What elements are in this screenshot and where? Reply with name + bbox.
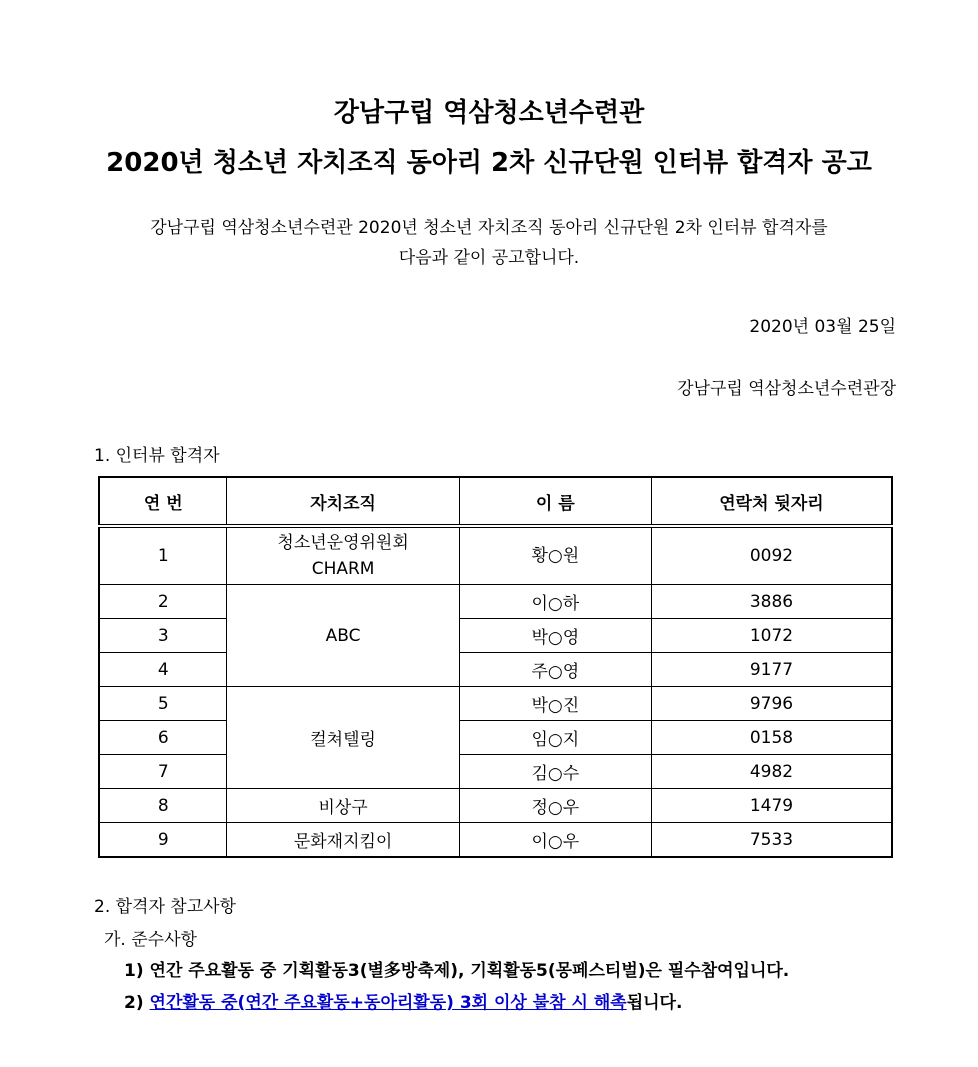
row-phone: 4982: [651, 755, 892, 789]
section2-heading: 2. 합격자 참고사항: [94, 897, 236, 917]
header-number: 연 번: [99, 477, 227, 526]
row-name: 이○우: [459, 823, 651, 858]
row-name: 김○수: [459, 755, 651, 789]
row-number: 7: [99, 755, 227, 789]
row-number: 4: [99, 653, 227, 687]
row-organization: ABC: [227, 585, 459, 687]
row-number: 1: [99, 526, 227, 585]
row-name: 주○영: [459, 653, 651, 687]
header-organization: 자치조직: [227, 477, 459, 526]
row-number: 3: [99, 619, 227, 653]
org-line2: CHARM: [311, 559, 375, 579]
announcement-date: 2020년 03월 25일: [749, 317, 896, 337]
table-row: [99, 585, 892, 619]
rule-item-2-link[interactable]: 연간활동 중(연간 주요활동+동아리활동) 3회 이상 불참 시 해촉: [149, 993, 627, 1013]
row-phone: 9796: [651, 687, 892, 721]
row-name: 정○우: [459, 789, 651, 823]
row-number: 2: [99, 585, 227, 619]
row-phone: 1479: [651, 789, 892, 823]
rule-item-2-suffix: 됩니다.: [626, 993, 683, 1013]
table-row: [99, 526, 892, 585]
table-row: [99, 823, 892, 858]
row-number: 6: [99, 721, 227, 755]
issuer-name: 강남구립 역삼청소년수련관장: [677, 379, 896, 399]
row-organization: 문화재지킴이: [227, 823, 459, 858]
table-row: [99, 653, 892, 687]
row-number: 8: [99, 789, 227, 823]
row-organization: 비상구: [227, 789, 459, 823]
intro-paragraph: [60, 213, 918, 273]
intro-line2: 다음과 같이 공고합니다.: [398, 248, 580, 268]
table-row: [99, 755, 892, 789]
header-phone: 연락처 뒷자리: [651, 477, 892, 526]
rule-item-2: [124, 988, 682, 1013]
section1-heading: 1. 인터뷰 합격자: [94, 446, 220, 466]
table-header-row: [99, 477, 892, 526]
passers-table: [98, 476, 893, 858]
header-name: 이 름: [459, 477, 651, 526]
page-title-line1: 강남구립 역삼청소년수련관: [333, 98, 645, 128]
intro-line1: 강남구립 역삼청소년수련관 2020년 청소년 자치조직 동아리 신규단원 2차 인터뷰 합격자를: [150, 218, 828, 238]
row-phone: 0092: [651, 526, 892, 585]
section2-subheading: 가. 준수사항: [104, 930, 197, 950]
row-phone: 7533: [651, 823, 892, 858]
table-row: [99, 721, 892, 755]
row-organization: [227, 526, 459, 585]
table-row: [99, 789, 892, 823]
row-name: 박○영: [459, 619, 651, 653]
row-number: 9: [99, 823, 227, 858]
row-name: 박○진: [459, 687, 651, 721]
row-organization: 컬쳐텔링: [227, 687, 459, 789]
rule-item-2-prefix: 2): [124, 993, 150, 1013]
page-title-line2: 2020년 청소년 자치조직 동아리 2차 신규단원 인터뷰 합격자 공고: [106, 148, 872, 178]
row-name: 임○지: [459, 721, 651, 755]
org-line1: 청소년운영위원회: [277, 533, 409, 553]
row-phone: 1072: [651, 619, 892, 653]
row-name: 황○원: [459, 526, 651, 585]
table-row: [99, 619, 892, 653]
rule-item-1: 1) 연간 주요활동 중 기획활동3(별多방축제), 기획활동5(몽페스티벌)은 필수참여입니다.: [124, 961, 790, 981]
row-number: 5: [99, 687, 227, 721]
table-row: [99, 687, 892, 721]
row-phone: 3886: [651, 585, 892, 619]
row-phone: 9177: [651, 653, 892, 687]
row-name: 이○하: [459, 585, 651, 619]
row-phone: 0158: [651, 721, 892, 755]
